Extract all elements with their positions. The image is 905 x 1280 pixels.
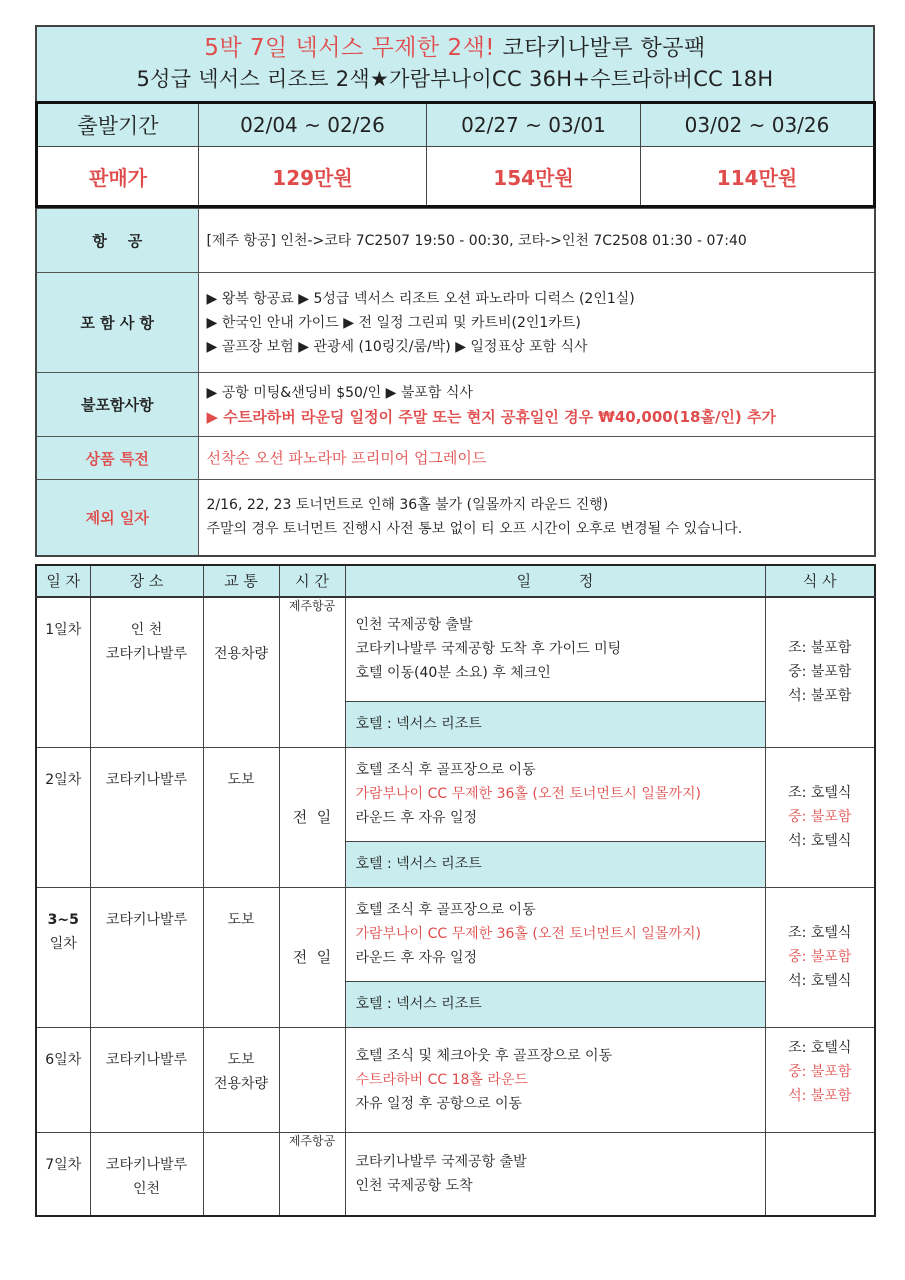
period-3: 03/02 ~ 03/26: [641, 103, 875, 147]
itinerary-row-day2: [36, 747, 875, 841]
itinerary-table: [35, 564, 876, 1217]
meal-breakfast: 조: 호텔식: [788, 925, 852, 941]
meals: [765, 597, 875, 747]
schedule-line-golf: 가람부나이 CC 무제한 36홀 (오전 토너먼트시 일몰까지): [355, 786, 701, 802]
meal-lunch: 중: 불포함: [788, 664, 852, 681]
excluded-dates-row: [36, 480, 875, 556]
schedule: [345, 747, 765, 841]
title-line-2: 5성급 넥서스 리조트 2색★가람부나이CC 36H+수트라하버CC 18H: [136, 67, 774, 91]
excluded-row: [36, 373, 875, 437]
price-1: 129만원: [199, 147, 427, 207]
itinerary-row-day3-5: [36, 887, 875, 981]
itinerary-row-day7: [36, 1132, 875, 1216]
meal-dinner: 석: 호텔식: [788, 973, 852, 989]
meal-dinner: 석: 호텔식: [788, 833, 852, 849]
meal-lunch: 중: 불포함: [788, 949, 852, 965]
flight-label: 항 공: [36, 209, 198, 273]
transport: 도보: [203, 887, 279, 1027]
price-2: 154만원: [427, 147, 641, 207]
excluded-items: [198, 373, 875, 437]
period-2: 02/27 ~ 03/01: [427, 103, 641, 147]
day-label-line-1: 3~5: [47, 911, 79, 928]
hotel: 호텔 : 넥서스 리조트: [345, 981, 765, 1027]
period-1: 02/04 ~ 02/26: [199, 103, 427, 147]
itinerary-header: [36, 565, 875, 597]
schedule-line-golf: 수트라하버 CC 18홀 라운드: [355, 1071, 528, 1088]
included-items: [198, 273, 875, 373]
schedule-line: 코타키나발루 국제공항 출발: [355, 1153, 527, 1170]
excluded-dates-line-2: 주말의 경우 토너먼트 진행시 사전 통보 없이 티 오프 시간이 오후로 변경될 수 있습니다.: [206, 521, 743, 538]
schedule-line: 인천 국제공항 도착: [355, 1177, 473, 1194]
schedule: [345, 1132, 765, 1216]
schedule-line: 호텔 이동(40분 소요) 후 체크인: [355, 665, 551, 682]
schedule-line: 호텔 조식 및 체크아웃 후 골프장으로 이동: [355, 1047, 613, 1064]
schedule-line: 호텔 조식 후 골프장으로 이동: [355, 902, 536, 918]
day-label: 1일차: [36, 597, 90, 747]
meal-dinner: 석: 불포함: [788, 688, 852, 705]
price-row: [37, 147, 875, 207]
itinerary-row-day6: [36, 1027, 875, 1132]
header-place: 장 소: [90, 565, 203, 597]
schedule-line-golf: 가람부나이 CC 무제한 36홀 (오전 토너먼트시 일몰까지): [355, 926, 701, 942]
schedule: [345, 1027, 765, 1132]
flight-row: [36, 209, 875, 273]
time: 제주항공: [279, 1132, 345, 1216]
meal-lunch: 중: 불포함: [788, 809, 852, 825]
schedule: [345, 887, 765, 981]
included-line-3: ▶ 골프장 보험 ▶ 관광세 (10링깃/룸/박) ▶ 일정표상 포함 식사: [206, 338, 588, 355]
header-day: 일 자: [36, 565, 90, 597]
day-label-line-2: 일차: [49, 935, 77, 952]
place: 코타키나발루: [90, 1027, 203, 1132]
excluded-label: 불포함사항: [36, 373, 198, 437]
meals: [765, 1132, 875, 1216]
place-line-1: 코타키나발루: [105, 1156, 188, 1173]
schedule-line: 호텔 조식 후 골프장으로 이동: [355, 762, 536, 778]
transport: [203, 1027, 279, 1132]
place: [90, 1132, 203, 1216]
meals: [765, 887, 875, 1027]
header-meals: 식 사: [765, 565, 875, 597]
meal-breakfast: 조: 불포함: [788, 640, 852, 657]
excluded-dates-line-1: 2/16, 22, 23 토너먼트로 인해 36홀 불가 (일몰까지 라운드 진행): [206, 497, 609, 514]
hotel: 호텔 : 넥서스 리조트: [345, 701, 765, 747]
package-title-banner: [35, 25, 875, 103]
package-info-table: [35, 208, 876, 557]
time: [279, 1027, 345, 1132]
place-line-2: 코타키나발루: [105, 646, 188, 662]
hotel: 호텔 : 넥서스 리조트: [345, 841, 765, 887]
day-label: 6일차: [36, 1027, 90, 1132]
benefit-row: [36, 437, 875, 480]
departure-period-row: [37, 103, 875, 147]
header-time: 시 간: [279, 565, 345, 597]
place-line-2: 인천: [132, 1180, 161, 1197]
place-line-1: 인 천: [130, 622, 163, 638]
day-label: [36, 887, 90, 1027]
place: 코타키나발루: [90, 747, 203, 887]
flight-info: [제주 항공] 인천->코타 7C2507 19:50 - 00:30, 코타->인천 7C2508 01:30 - 07:40: [198, 209, 875, 273]
header-transport: 교 통: [203, 565, 279, 597]
place: 코타키나발루: [90, 887, 203, 1027]
schedule-line: 코타키나발루 국제공항 도착 후 가이드 미팅: [355, 641, 622, 658]
schedule-line: 자유 일정 후 공항으로 이동: [355, 1095, 523, 1112]
included-line-2: ▶ 한국인 안내 가이드 ▶ 전 일정 그린피 및 카트비(2인1카트): [206, 314, 581, 331]
excluded-line-1: ▶ 공항 미팅&샌딩비 $50/인 ▶ 불포함 식사: [206, 384, 473, 401]
benefit-label: 상품 특전: [36, 437, 198, 480]
included-label: 포 함 사 항: [36, 273, 198, 373]
excluded-dates-text: [198, 480, 875, 556]
title-highlight: 5박 7일 넥서스 무제한 2색!: [204, 35, 496, 61]
transport-line-2: 전용차량: [213, 1075, 269, 1092]
meals: [765, 747, 875, 887]
place: [90, 597, 203, 747]
schedule: [345, 597, 765, 701]
excluded-dates-label: 제외 일자: [36, 480, 198, 556]
meal-dinner: 석: 불포함: [788, 1087, 852, 1104]
excluded-line-2: ▶ 수트라하버 라운딩 일정이 주말 또는 현지 공휴일인 경우 ₩40,000(18홀/인) 추가: [206, 407, 776, 426]
title-line-1: [37, 35, 873, 62]
header-schedule: 일 정: [345, 565, 765, 597]
meals: [765, 1027, 875, 1132]
time: 전 일: [279, 887, 345, 1027]
meal-breakfast: 조: 호텔식: [788, 1039, 852, 1056]
benefit-text: 선착순 오션 파노라마 프리미어 업그레이드: [198, 437, 875, 480]
schedule-line: 라운드 후 자유 일정: [355, 810, 478, 826]
title-rest: 코타키나발루 항공팩: [495, 36, 706, 61]
day-label: 7일차: [36, 1132, 90, 1216]
price-3: 114만원: [641, 147, 875, 207]
transport-line-1: 도보: [227, 1051, 255, 1068]
included-line-1: ▶ 왕복 항공료 ▶ 5성급 넥서스 리조트 오션 파노라마 디럭스 (2인1실): [206, 290, 635, 307]
time: 제주항공: [279, 597, 345, 747]
price-table: [35, 101, 876, 208]
transport: 도보: [203, 747, 279, 887]
included-row: [36, 273, 875, 373]
schedule-line: 라운드 후 자유 일정: [355, 950, 478, 966]
transport: [203, 1132, 279, 1216]
price-label: 판매가: [37, 147, 199, 207]
period-label: 출발기간: [37, 103, 199, 147]
transport: 전용차량: [203, 597, 279, 747]
day-label: 2일차: [36, 747, 90, 887]
schedule-line: 인천 국제공항 출발: [355, 617, 473, 634]
meal-lunch: 중: 불포함: [788, 1063, 852, 1080]
itinerary-row-day1: [36, 597, 875, 701]
time: 전 일: [279, 747, 345, 887]
meal-breakfast: 조: 호텔식: [788, 785, 852, 801]
